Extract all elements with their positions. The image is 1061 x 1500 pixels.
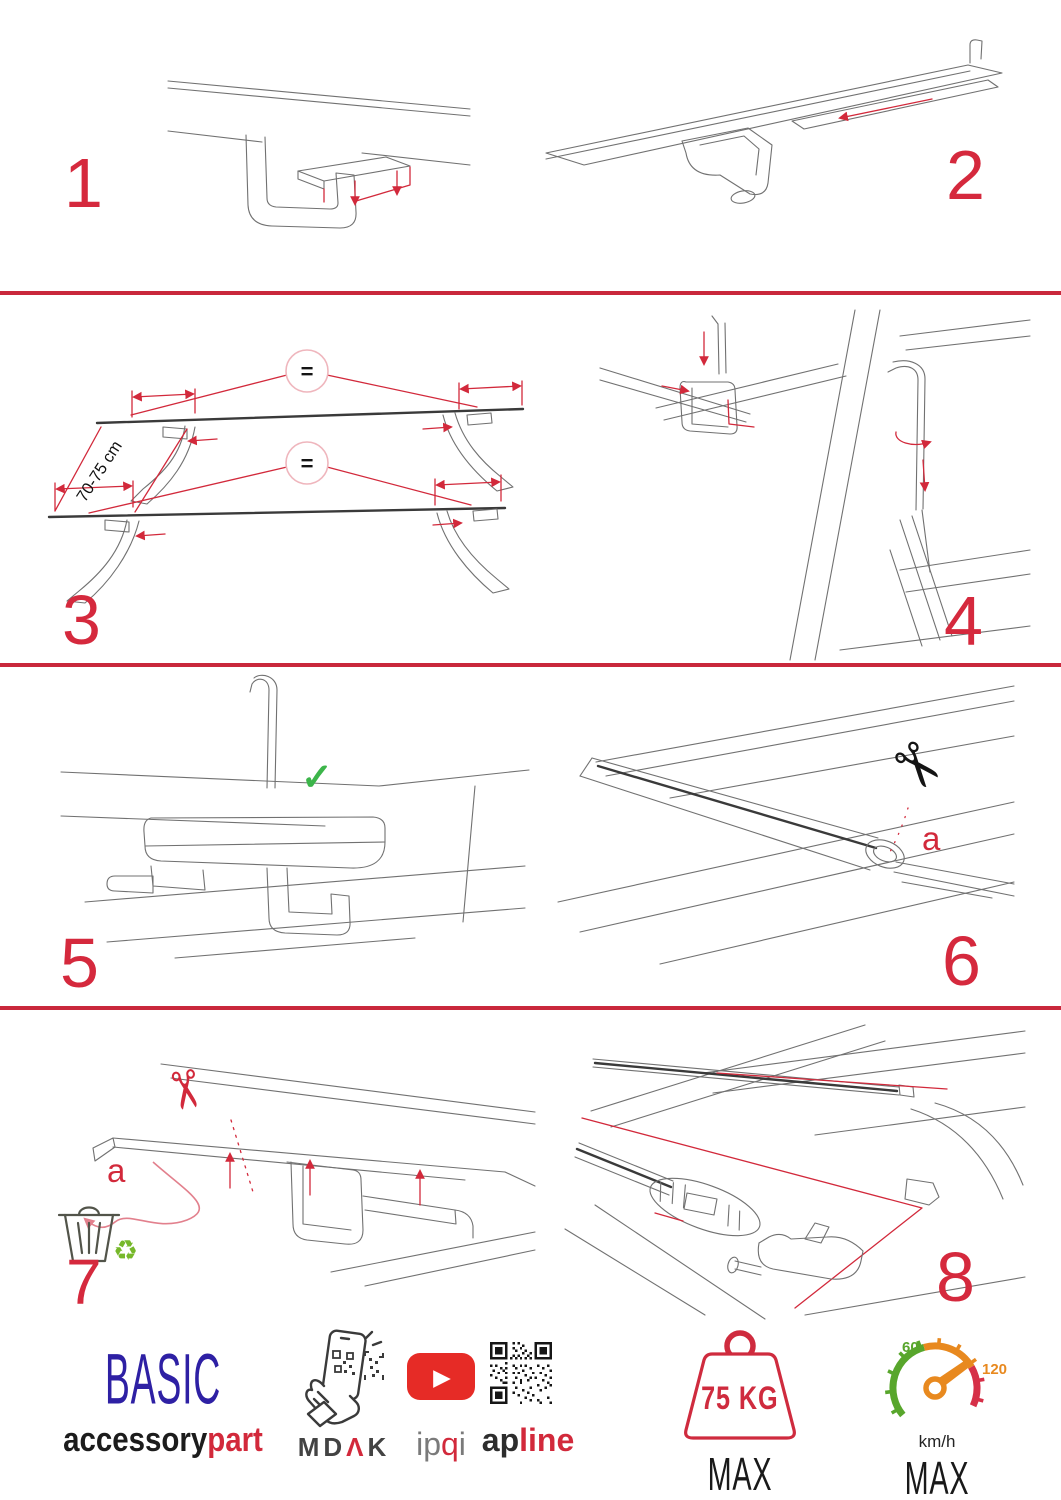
recycle-icon: ♻ — [113, 1235, 139, 1266]
step-8-number: 8 — [936, 1238, 975, 1316]
weight-value: 75 KG — [701, 1380, 779, 1417]
step-2-number: 2 — [946, 136, 985, 214]
equal-sign: = — [300, 451, 314, 476]
step-3-number: 3 — [62, 581, 101, 659]
step-7-illustration — [35, 1020, 535, 1288]
scissors-outline-icon: ✂ — [151, 1063, 217, 1117]
brand-sub-black: accessory — [63, 1420, 208, 1459]
speed-max-label: MAX — [904, 1452, 970, 1500]
phone-scan-icon — [296, 1328, 388, 1428]
check-icon: ✓ — [301, 757, 333, 799]
youtube-play-icon: ▶ — [433, 1364, 451, 1390]
equal-sign: = — [300, 359, 314, 384]
mdak-logo: MDΛK — [297, 1432, 391, 1462]
distance-label: 70-75 cm — [73, 437, 126, 506]
step-3-illustration — [35, 305, 565, 605]
step-1-illustration — [150, 55, 480, 255]
brand-sub-red: part — [207, 1420, 263, 1459]
step-6-number: 6 — [942, 922, 981, 1000]
step-7-number: 7 — [66, 1246, 102, 1318]
step-5-illustration — [55, 670, 535, 960]
speedometer-icon — [872, 1328, 1008, 1432]
brand-logo-accessorypart — [42, 1420, 283, 1460]
section-divider — [0, 663, 1061, 667]
brand-logo-basic: BASIC — [104, 1339, 222, 1419]
ipqi-logo: ipqi — [416, 1426, 466, 1462]
weight-max-label: MAX — [707, 1448, 773, 1500]
scissors-icon: ✂ — [875, 725, 959, 808]
weight-limit-icon — [666, 1326, 814, 1448]
youtube-icon — [406, 1352, 476, 1401]
qr-code — [490, 1342, 552, 1404]
cut-label-a: a — [922, 820, 941, 857]
step-4-number: 4 — [944, 582, 983, 660]
speed-low-label: 60 — [902, 1339, 919, 1356]
step-6-illustration — [540, 670, 1020, 965]
speed-unit-label: km/h — [918, 1432, 956, 1451]
step-5-number: 5 — [60, 924, 99, 1002]
cut-label-a: a — [107, 1152, 126, 1189]
speed-high-label: 120 — [982, 1361, 1008, 1378]
section-divider — [0, 1006, 1061, 1010]
step-1-number: 1 — [64, 144, 103, 222]
apline-logo: apline — [481, 1422, 575, 1458]
section-divider — [0, 291, 1061, 295]
